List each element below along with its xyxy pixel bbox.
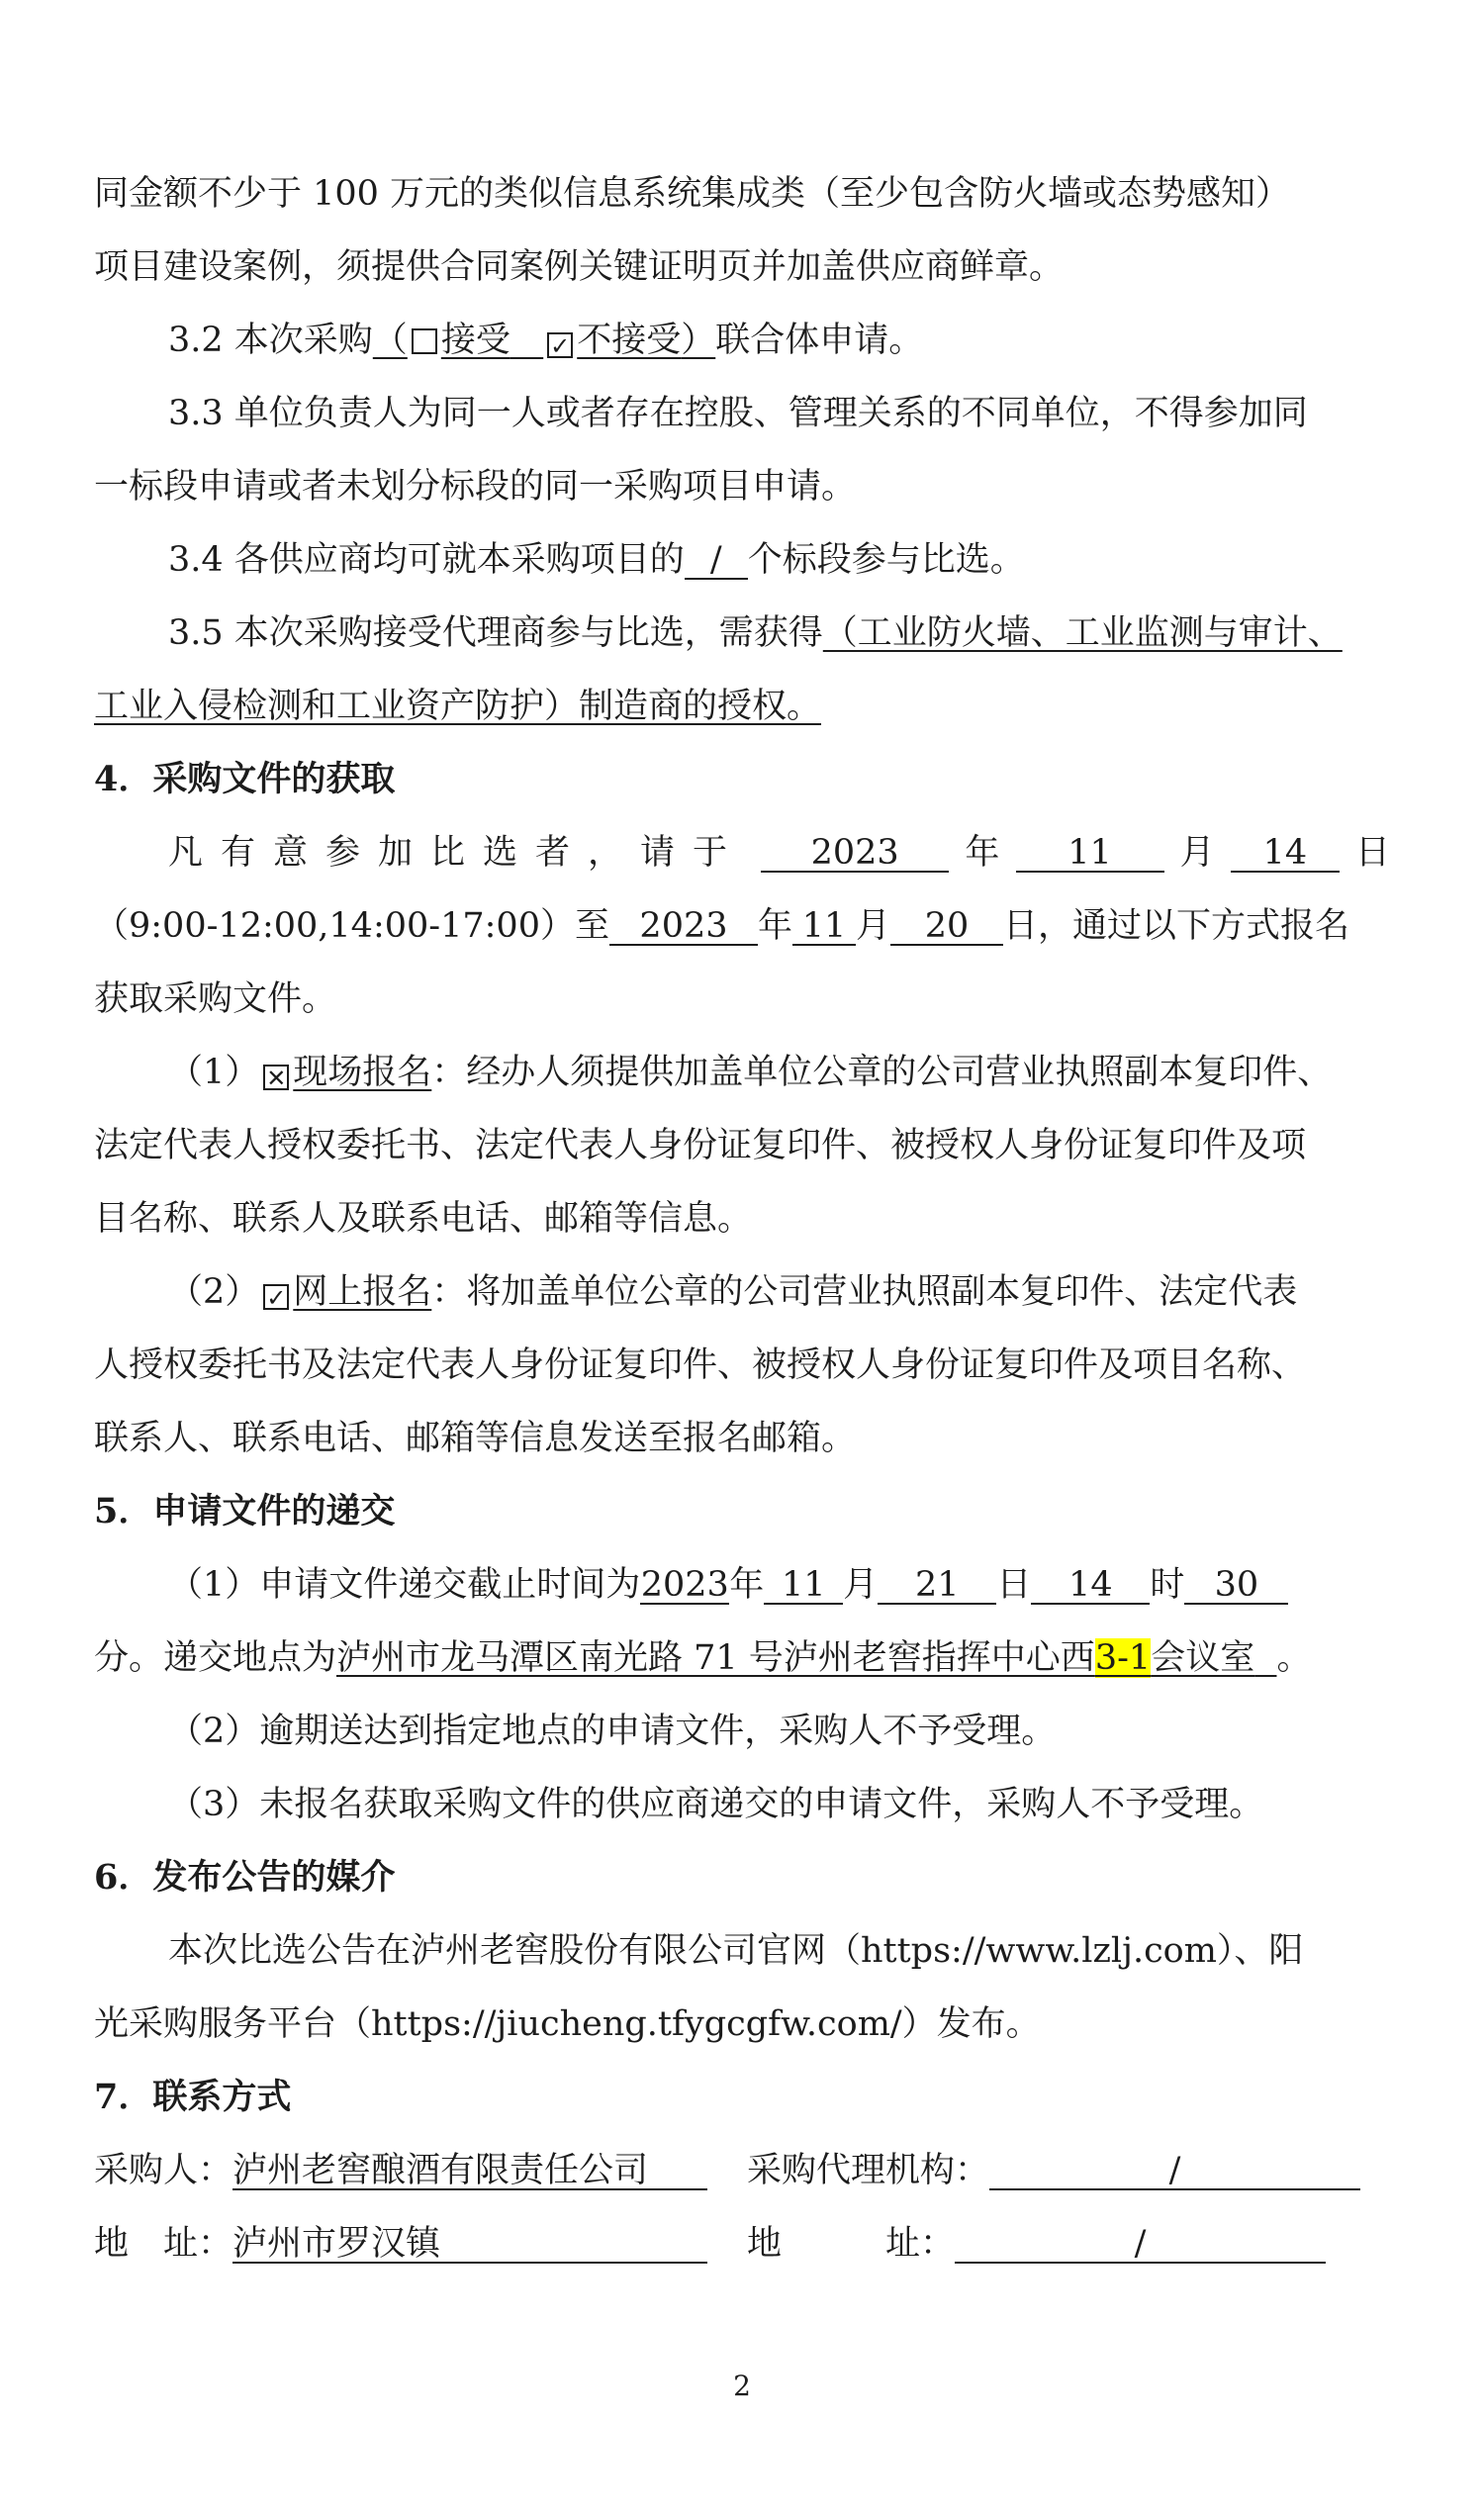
online-registration-line-3: 联系人、联系电话、邮箱等信息发送至报名邮箱。 bbox=[94, 1419, 857, 1458]
deadline-month-blank: 11 bbox=[764, 1565, 843, 1605]
online-registration-line-2: 人授权委托书及法定代表人身份证复印件、被授权人身份证复印件及项目名称、 bbox=[94, 1345, 1307, 1385]
page-number: 2 bbox=[733, 2369, 751, 2402]
contact-address-line: 地 址：泸州市罗汉镇 地 址： / bbox=[94, 2220, 1390, 2268]
end-day-blank: 20 bbox=[890, 906, 1003, 946]
media-line-2: 光采购服务平台（https://jiucheng.tfygcgfw.com/）发布。 bbox=[94, 2004, 1041, 2044]
deadline-minute-blank: 30 bbox=[1184, 1565, 1288, 1605]
online-checkbox[interactable]: ✓ bbox=[263, 1284, 289, 1310]
section-3-3-line-2: 一标段申请或者未划分标段的同一采购项目申请。 bbox=[94, 467, 857, 507]
start-year-blank: 2023 bbox=[761, 833, 949, 873]
heading-7: 7．联系方式 bbox=[94, 2077, 292, 2117]
union-option-group: （ 接受 ✓ 不接受） bbox=[372, 321, 716, 360]
end-year-blank: 2023 bbox=[609, 906, 758, 946]
buyer-address-blank: 泸州市罗汉镇 bbox=[232, 2224, 707, 2264]
late-submission-note: （2）逾期送达到指定地点的申请文件，采购人不予受理。 bbox=[168, 1712, 1057, 1751]
highlighted-room-number: 3-1 bbox=[1094, 1638, 1152, 1678]
agent-name-blank: / bbox=[989, 2151, 1360, 2190]
section-3-2: 3.2 本次采购（ 接受 ✓ 不接受）联合体申请。 bbox=[168, 321, 924, 360]
submission-address: 泸州市龙马潭区南光路 71 号泸州老窖指挥中心西3-1会议室 bbox=[336, 1638, 1255, 1678]
onsite-registration-line-3: 目名称、联系人及联系电话、邮箱等信息。 bbox=[94, 1199, 753, 1239]
deadline-year-blank: 2023 bbox=[640, 1565, 729, 1605]
section-4-end: 获取采购文件。 bbox=[94, 979, 337, 1019]
unregistered-note: （3）未报名获取采购文件的供应商递交的申请文件，采购人不予受理。 bbox=[168, 1785, 1264, 1824]
onsite-registration-line-2: 法定代表人授权委托书、法定代表人身份证复印件、被授权人身份证复印件及项 bbox=[94, 1126, 1307, 1165]
agent-address-blank: / bbox=[955, 2224, 1326, 2264]
buyer-name-blank: 泸州老窖酿酒有限责任公司 bbox=[232, 2151, 707, 2190]
deadline-line: （1）申请文件递交截止时间为2023年 11 月 21 日 14 时 30 bbox=[168, 1561, 1390, 1609]
accept-checkbox[interactable] bbox=[412, 328, 437, 354]
deadline-hour-blank: 14 bbox=[1031, 1565, 1150, 1605]
media-line-1: 本次比选公告在泸州老窖股份有限公司官网（https://www.lzlj.com）、阳 bbox=[168, 1931, 1304, 1971]
onsite-registration-line-1: （1） ✕ 现场报名：经办人须提供加盖单位公章的公司营业执照副本复印件、 bbox=[168, 1053, 1333, 1092]
heading-6: 6．发布公告的媒介 bbox=[94, 1857, 396, 1898]
heading-4: 4．采购文件的获取 bbox=[94, 759, 396, 799]
online-registration-option: ✓ 网上报名 bbox=[259, 1272, 431, 1312]
section-4-date-line: 凡有意参加比选者，请于 2023 年 11 月 14 日 bbox=[168, 833, 1390, 873]
online-registration-line-1: （2） ✓ 网上报名：将加盖单位公章的公司营业执照副本复印件、法定代表 bbox=[168, 1272, 1298, 1312]
submission-location-line: 分。递交地点为泸州市龙马潭区南光路 71 号泸州老窖指挥中心西3-1会议室 。 bbox=[94, 1638, 1312, 1678]
onsite-registration-option: ✕ 现场报名 bbox=[259, 1053, 431, 1092]
section-3-5-line-1: 3.5 本次采购接受代理商参与比选，需获得（工业防火墙、工业监测与审计、 bbox=[168, 613, 1343, 653]
start-day-blank: 14 bbox=[1231, 833, 1340, 873]
section-3-3-line-1: 3.3 单位负责人为同一人或者存在控股、管理关系的不同单位，不得参加同 bbox=[168, 394, 1308, 433]
section-3-4: 3.4 各供应商均可就本采购项目的 / 个标段参与比选。 bbox=[168, 540, 1025, 580]
reject-checkbox[interactable]: ✓ bbox=[547, 332, 573, 358]
section-3-5-line-2: 工业入侵检测和工业资产防护）制造商的授权。 bbox=[94, 687, 822, 726]
section-4-time-line: （9:00-12:00,14:00-17:00）至 2023 年 11 月 20 日，通过以下方式报名 bbox=[94, 906, 1350, 946]
heading-5: 5．申请文件的递交 bbox=[94, 1491, 396, 1531]
contact-buyer-line: 采购人：泸州老窖酿酒有限责任公司 采购代理机构： / bbox=[94, 2147, 1390, 2194]
para-line-2: 项目建设案例，须提供合同案例关键证明页并加盖供应商鲜章。 bbox=[94, 247, 1065, 287]
lot-count-blank: / bbox=[685, 540, 748, 580]
para-line-1: 同金额不少于 100 万元的类似信息系统集成类（至少包含防火墙或态势感知） bbox=[94, 174, 1291, 214]
end-month-blank: 11 bbox=[792, 906, 856, 946]
deadline-day-blank: 21 bbox=[878, 1565, 996, 1605]
onsite-checkbox[interactable]: ✕ bbox=[263, 1065, 289, 1090]
start-month-blank: 11 bbox=[1016, 833, 1164, 873]
